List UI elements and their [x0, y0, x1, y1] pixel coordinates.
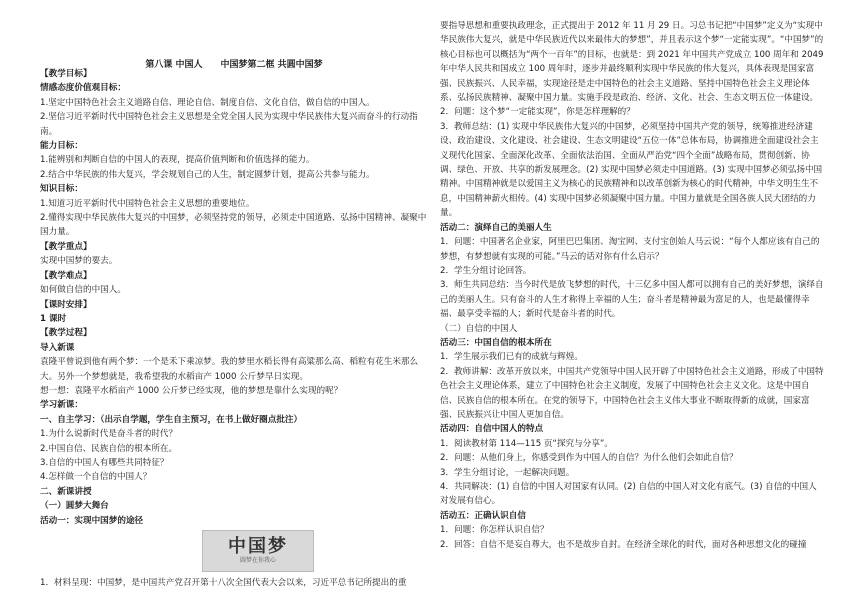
section-heading: 【教学重点】 — [40, 241, 92, 252]
section-heading: 知识目标： — [40, 184, 83, 195]
paragraph: 2.坚信习近平新时代中国特色社会主义思想是全党全国人民为实现中华民族伟大复兴而奋斗的行动指南。 — [40, 112, 418, 137]
paragraph: 1.坚定中国特色社会主义道路自信、理论自信、制度自信、文化自信，做自信的中国人。 — [40, 97, 375, 108]
image-title: 中国梦 — [228, 536, 288, 557]
section-heading: 情感态度价值观目标： — [40, 83, 126, 94]
paragraph: 2.结合中华民族的伟大复兴，学会规划自己的人生，制定圆梦计划，提高公共参与能力。 — [40, 169, 375, 180]
section-heading: 能力目标： — [40, 141, 83, 152]
right-paragraphs — [440, 19, 824, 552]
paragraph: 3．师生共同总结：当今时代是放飞梦想的时代，十三亿多中国人都可以拥有自己的美好梦想，演绎自己的美丽人生。只有奋斗的人生才称得上幸福的人生；奋斗者是精神最为富足的人，也是最懂得幸福、最享受幸福的人；新时代是奋斗者的时代。 — [440, 280, 824, 320]
section-heading: 活动二：演绎自己的美丽人生 — [440, 222, 552, 233]
section-heading: 【教学目标】 — [40, 69, 92, 79]
paragraph: 1.为什么说新时代是奋斗者的时代？ — [40, 429, 178, 440]
section-heading: 一、自主学习：（出示自学题，学生自主预习，在书上做好圈点批注） — [40, 414, 303, 425]
chinese-dream-image — [202, 530, 314, 572]
paragraph: 想一想：袁隆平水稻亩产 1000 公斤梦已经实现，他的梦想是靠什么实现的呢？ — [40, 385, 343, 396]
paragraph: 4.怎样做一个自信的中国人？ — [40, 472, 152, 483]
section-heading: 【课时安排】 — [40, 299, 92, 310]
paragraph: 1．学生展示我们已有的成就与辉煌。 — [440, 352, 583, 363]
paragraph: 2.懂得实现中华民族伟大复兴的中国梦，必须坚持党的领导，必须走中国道路、弘扬中国精神、凝聚中国力量。 — [40, 213, 427, 238]
paragraph: 2．教师讲解：改革开放以来，中国共产党领导中国人民开辟了中国特色社会主义道路，形成了中国特色社会主义理论体系，建立了中国特色社会主义制度，发展了中国特色社会主义文化。这是中国自信、民族自信的根本所在。在党的领导下，中国特色社会主义伟大事业不断取得新的成就，国家富强、民族振兴让中国人更加自信。 — [440, 366, 824, 420]
section-heading: 活动三：中国自信的根本所在 — [440, 337, 552, 348]
paragraph: 袁隆平曾说到他有两个梦：一个是禾下乘凉梦。我的梦里水稻长得有高粱那么高、稻粒有花生米那么大。另外一个梦想就是，我希望我的水稻亩产 1000 公斤梦早日实现。 — [40, 357, 419, 382]
paragraph: 2．回答：自信不是妄自尊大，也不是故步自封。在经济全球化的时代，面对各种思想文化的碰撞 — [440, 539, 807, 550]
paragraph: 1．阅读教材第 114—115 页“探究与分享”。 — [440, 438, 613, 449]
paragraph: 1．问题：你怎样认识自信？ — [440, 525, 549, 536]
section-heading: 1 课时 — [40, 313, 67, 324]
paragraph: 1．问题：中国著名企业家，阿里巴巴集团、淘宝网、支付宝创始人马云说：“每个人都应该有自己的梦想，有梦想就有实现的可能。”马云的话对你有什么启示？ — [440, 237, 820, 262]
section-heading: 二、新课讲授 — [40, 486, 92, 497]
right-column — [440, 19, 824, 552]
paragraph: 2．问题：这个梦“一定能实现”，你是怎样理解的？ — [440, 107, 635, 118]
paragraph: 1.能辨别和判断自信的中国人的表现，提高价值判断和价值选择的能力。 — [40, 155, 315, 166]
left-paragraphs — [40, 67, 428, 528]
section-heading: 活动一：实现中国梦的途径 — [40, 515, 144, 526]
image-caption: 圆梦在你我心 — [239, 557, 276, 564]
section-heading: 活动五：正确认识自信 — [440, 510, 526, 521]
paragraph: 要指导思想和重要执政理念，正式提出于 2012 年 11 月 29 日。习总书记把“中国梦”定义为“实现中华民族伟大复兴，就是中华民族近代以来最伟大的梦想”，并且表示这个梦“一定能实现”。“中国梦”的核心目标也可以概括为“两个一百年”的目标，也就是：到 2021 年中国共产党成立 100 周年和 2049 年中华人民共和国成立 100 周年时，逐步并最终顺利实现中华民族的伟大复兴，具体表现是国家富强、民族振兴、人民幸福，实现途径是走中国特色的社会主义道路、坚持中国特色社会主义理论体系、弘扬民族精神、凝聚中国力量。实施手段是政治、经济、文化、社会、生态文明五位一体建设。 — [440, 21, 824, 104]
paragraph: 2．问题：从他们身上，你感受到作为中国人的自信？为什么他们会如此自信？ — [440, 453, 738, 464]
paragraph: 1.知道习近平新时代中国特色社会主义思想的重要地位。 — [40, 198, 255, 209]
paragraph: 2.中国自信、民族自信的根本所在。 — [40, 443, 178, 454]
section-heading: 导入新课 — [40, 342, 75, 353]
section-heading: 【教学难点】 — [40, 270, 92, 281]
paragraph: 如何做自信的中国人。 — [40, 285, 126, 296]
lesson-title: 第八课 中国人 中国梦第二框 共圆中国梦 — [145, 60, 323, 70]
section-heading: 学习新课： — [40, 400, 83, 411]
paragraph: （二）自信的中国人 — [440, 323, 518, 334]
section-heading: （一）圆梦大舞台 — [40, 501, 109, 512]
left-column — [40, 67, 428, 590]
paragraph: 3．教师总结：(1) 实现中华民族伟大复兴的中国梦，必须坚持中国共产党的领导，统筹推进经济建设、政治建设、文化建设、社会建设、生态文明建设“五位一体”总体布局，协调推进全面建设社会主义现代化国家、全面深化改革、全面依法治国、全面从严治党“四个全面”战略布局，贯彻创新、协调、绿色、开放、共享的新发展理念。(2) 实现中国梦必须走中国道路。(3) 实现中国梦必须弘扬中国精神。中国精神就是以爱国主义为核心的民族精神和以改革创新为核心的时代精神，中华文明生生不息，中国精神薪火相传。(4) 实现中国梦必须凝聚中国力量。中国力量就是全国各族人民大团结的力量。 — [440, 121, 823, 219]
paragraph: 4．共同解决：(1) 自信的中国人对国家有认同。(2) 自信的中国人对文化有底气。(3) 自信的中国人对发展有信心。 — [440, 482, 817, 507]
paragraph: 3．学生分组讨论，一起解决问题。 — [440, 467, 575, 478]
paragraph: 1．材料呈现：中国梦，是中国共产党召开第十八次全国代表大会以来，习近平总书记所提出的重 — [40, 578, 407, 588]
paragraph: 实现中国梦的要去。 — [40, 256, 118, 267]
section-heading: 【教学过程】 — [40, 328, 92, 339]
paragraph: 2．学生分组讨论回答。 — [440, 265, 532, 276]
paragraph: 3.自信的中国人有哪些共同特征？ — [40, 457, 169, 468]
section-heading: 活动四：自信中国人的特点 — [440, 424, 544, 435]
